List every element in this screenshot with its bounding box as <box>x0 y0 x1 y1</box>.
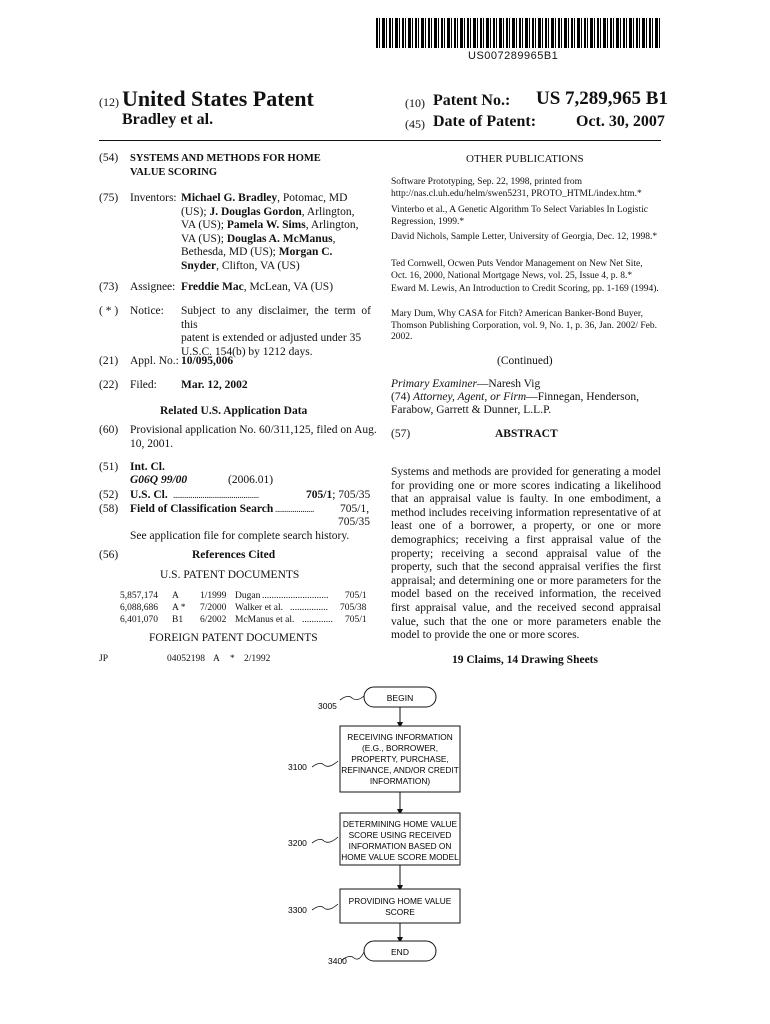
us-doc-who: Dugan <box>235 591 261 601</box>
date-label: Date of Patent: <box>433 113 537 130</box>
us-doc-row: 6,401,070 <box>120 615 158 625</box>
date-code: (45) <box>405 117 425 131</box>
ref-leader <box>312 761 338 767</box>
field-value-1: 705/1, <box>340 503 370 515</box>
us-doc-who: Walker et al. <box>235 603 284 613</box>
us-doc-class: 705/1 <box>345 615 367 625</box>
refs-code: (56) <box>99 549 119 561</box>
invention-title-line: SYSTEMS AND METHODS FOR HOME <box>130 153 321 164</box>
us-docs-heading: U.S. PATENT DOCUMENTS <box>160 569 300 581</box>
uscl-code: (52) <box>99 489 119 501</box>
uscl-label: U.S. Cl. <box>130 489 168 501</box>
date-value: Oct. 30, 2007 <box>576 113 665 130</box>
appl-label: Appl. No.: <box>130 355 179 367</box>
foreign-doc-num: 04052198 <box>167 654 205 664</box>
publication: Vinterbo et al., A Genetic Algorithm To Select Variables In Logistic Regression, 1999.* <box>391 205 648 227</box>
patent-no-value: US 7,289,965 B1 <box>536 88 668 109</box>
patent-no-code: (10) <box>405 96 425 110</box>
title-code: (54) <box>99 152 119 164</box>
step-text: PROPERTY, PURCHASE, <box>351 754 449 764</box>
inventor-line: VA (US); Douglas A. McManus, <box>181 232 336 245</box>
field-value-2: 705/35 <box>338 516 370 528</box>
us-doc-kind: A <box>172 591 179 601</box>
patent-no-label: Patent No.: <box>433 92 511 109</box>
step-text: INFORMATION BASED ON <box>348 841 452 851</box>
assignee-label: Assignee: <box>130 281 176 293</box>
inventor-line: VA (US); Pamela W. Sims, Arlington, <box>181 219 359 231</box>
us-doc-date: 1/1999 <box>200 591 227 601</box>
barcode-number: US007289965B1 <box>468 50 559 62</box>
kind-code: (12) <box>99 95 119 109</box>
us-doc-class: 705/38 <box>340 603 367 613</box>
step-text: (E.G., BORROWER, <box>361 743 439 753</box>
us-doc-kind: B1 <box>172 615 184 625</box>
step-box <box>340 889 460 923</box>
attorney-line-2: Farabow, Garrett & Dunner, L.L.P. <box>391 404 552 416</box>
step-text: HOME VALUE SCORE MODEL <box>341 852 459 862</box>
foreign-doc-kind: A <box>213 654 220 664</box>
foreign-docs-heading: FOREIGN PATENT DOCUMENTS <box>149 632 318 644</box>
prov-code: (60) <box>99 424 119 436</box>
field-code: (58) <box>99 503 119 515</box>
inventor-line: (US); J. Douglas Gordon, Arlington, <box>181 205 355 218</box>
uscl-value: 705/1; 705/35 <box>306 489 371 501</box>
us-doc-date: 7/2000 <box>200 603 227 613</box>
inventors-label: Inventors: <box>130 192 177 204</box>
foreign-doc-star: * <box>230 654 235 664</box>
foreign-doc-date: 2/1992 <box>244 654 271 664</box>
assignee-value: Freddie Mac, McLean, VA (US) <box>181 281 334 293</box>
filed-code: (22) <box>99 379 119 391</box>
inventor-line: Michael G. Bradley, Potomac, MD <box>181 192 348 204</box>
ref-label-begin: 3005 <box>318 701 337 711</box>
intcl-label: Int. Cl. <box>130 461 165 473</box>
us-doc-who: McManus et al. <box>235 615 295 625</box>
inventors-code: (75) <box>99 192 119 204</box>
field-dots: .................... <box>275 504 315 514</box>
step-text: PROVIDING HOME VALUE <box>348 896 452 906</box>
notice-label: Notice: <box>130 305 164 317</box>
ref-label-step: 3100 <box>288 762 307 772</box>
provisional-text: Provisional application No. 60/311,125, filed on Aug. 10, 2001. <box>130 424 377 450</box>
see-application: See application file for complete search history. <box>130 530 350 542</box>
invention-title-line: VALUE SCORING <box>130 166 218 178</box>
abstract-heading: ABSTRACT <box>495 428 558 440</box>
step-text: SCORE <box>385 907 415 917</box>
ref-leader <box>340 696 364 700</box>
us-doc-date: 6/2002 <box>200 615 227 625</box>
other-publications-heading: OTHER PUBLICATIONS <box>466 153 584 165</box>
foreign-doc-country: JP <box>99 654 108 664</box>
related-heading: Related U.S. Application Data <box>160 405 308 417</box>
publication: Mary Dum, Why CASA for Fitch? American Banker-Bond Buyer, Thomson Publishing Corporation, vol. 9, No. 1, p. 36, Jan. 2002/ Feb. 2002. <box>391 309 657 342</box>
appl-code: (21) <box>99 355 119 367</box>
step-text: SCORE USING RECEIVED <box>348 830 452 840</box>
us-doc-row: 5,857,174 <box>120 591 158 601</box>
uscl-dots: ............................................ <box>173 490 259 500</box>
us-doc-row: 6,088,686 <box>120 603 158 613</box>
ref-leader <box>312 904 338 910</box>
notice-code: ( * ) <box>99 305 119 317</box>
ref-label-step: 3200 <box>288 838 307 848</box>
end-label: END <box>391 947 409 957</box>
filed-value: Mar. 12, 2002 <box>181 379 248 391</box>
step-text: DETERMINING HOME VALUE <box>342 819 458 829</box>
us-doc-dots: ............. <box>302 615 333 625</box>
step-text: RECEIVING INFORMATION <box>347 732 453 742</box>
step-text: REFINANCE, AND/OR CREDIT <box>341 765 459 775</box>
ref-label-step: 3300 <box>288 905 307 915</box>
step-text: INFORMATION) <box>369 776 431 786</box>
continued-note: (Continued) <box>497 355 553 367</box>
claims-line: 19 Claims, 14 Drawing Sheets <box>452 654 598 666</box>
inventor-header: Bradley et al. <box>122 111 214 128</box>
publication: Eward M. Lewis, An Introduction to Credit Scoring, pp. 1-169 (1994). <box>391 284 659 294</box>
us-doc-dots: ............................ <box>262 591 329 601</box>
publication: Software Prototyping, Sep. 22, 1998, printed from http://nas.cl.uh.edu/helm/swen5231, PROTO_HTML/index.htm.* <box>391 177 642 199</box>
assignee-code: (73) <box>99 281 119 293</box>
notice-text: Subject to any disclaimer, the term of this patent is extended or adjusted under 35 U.S.C. 154(b) by 1212 days. <box>181 305 371 358</box>
intcl-code: (51) <box>99 461 119 473</box>
ref-label-end: 3400 <box>328 956 347 966</box>
intcl-date: (2006.01) <box>228 474 274 486</box>
begin-label: BEGIN <box>386 693 414 703</box>
primary-examiner: Primary Examiner—Naresh Vig <box>391 378 541 390</box>
inventor-line: Bethesda, MD (US); Morgan C. <box>181 246 333 258</box>
us-doc-kind: A * <box>172 603 186 613</box>
publication: David Nichols, Sample Letter, University of Georgia, Dec. 12, 1998.* <box>391 232 658 242</box>
appl-value: 10/095,006 <box>181 355 234 367</box>
publication: Ted Cornwell, Ocwen Puts Vendor Management on New Net Site, Oct. 16, 2000, National Mortgage News, vol. 25, Issue 4, p. 8.* <box>391 259 643 281</box>
ref-leader <box>312 837 338 843</box>
inventor-line: Snyder, Clifton, VA (US) <box>181 259 300 272</box>
refs-heading: References Cited <box>192 549 276 561</box>
attorney: (74) Attorney, Agent, or Firm—Finnegan, Henderson, <box>391 391 639 403</box>
us-doc-class: 705/1 <box>345 591 367 601</box>
filed-label: Filed: <box>130 379 157 391</box>
patent-title-header: United States Patent <box>122 86 314 111</box>
field-label: Field of Classification Search <box>130 503 274 515</box>
us-doc-dots: ................ <box>290 603 328 613</box>
abstract-code: (57) <box>391 428 411 440</box>
intcl-class: G06Q 99/00 <box>130 474 188 486</box>
abstract-text: Systems and methods are provided for generating a model for providing one or more scores indicating a likelihood that an appraisal value is faulty. In one embodiment, a method includes receiving information representative of at least one of a borrower, a property, or one or more demographics; receiving a first appraisal value of the property; receiving a second appraisal value of the property, such that the second appraisal verifies the first appraisal; and determining one or more parameters for the model based on the received information, the received first appraisal value, and the received second appraisal value, such that the one or more parameters enable the model to provide the one or more scores. <box>391 466 661 642</box>
